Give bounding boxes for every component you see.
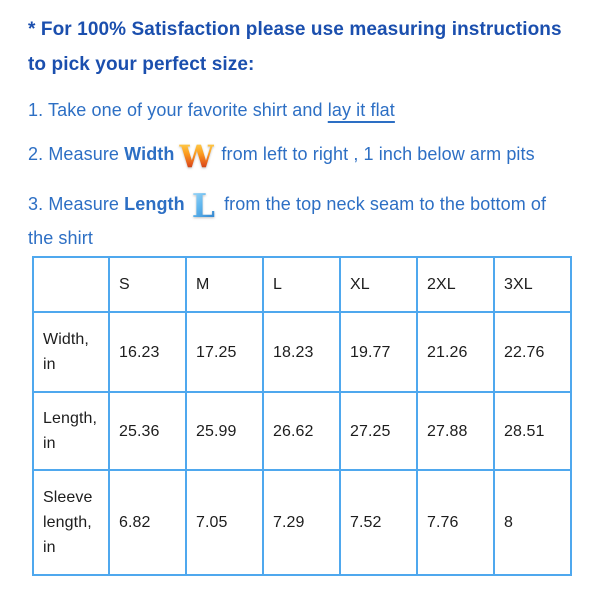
measuring-instructions-section — [28, 12, 582, 576]
width-value-l: 18.23 — [263, 312, 340, 392]
column-header-2xl: 2XL — [417, 257, 494, 312]
size-chart-table — [32, 256, 572, 576]
step-3-keyword-length: Length — [124, 194, 185, 214]
length-value-xl: 27.25 — [340, 392, 417, 470]
sleeve-value-s: 6.82 — [109, 470, 186, 575]
length-letter-icon: L — [191, 186, 216, 225]
step-2-keyword-width: Width — [124, 144, 175, 164]
sleeve-value-3xl: 8 — [494, 470, 571, 575]
step-3-suffix-line-1: from the top neck seam to the bottom of — [224, 194, 547, 214]
size-chart-row-width — [33, 312, 571, 392]
step-2-suffix: from left to right , 1 inch below arm pits — [221, 144, 535, 164]
column-header-3xl: 3XL — [494, 257, 571, 312]
length-value-l: 26.62 — [263, 392, 340, 470]
instruction-step-1 — [28, 99, 582, 121]
sleeve-value-xl: 7.52 — [340, 470, 417, 575]
step-2-prefix: 2. Measure — [28, 144, 125, 164]
width-value-2xl: 21.26 — [417, 312, 494, 392]
column-header-xl: XL — [340, 257, 417, 312]
width-value-3xl: 22.76 — [494, 312, 571, 392]
width-value-xl: 19.77 — [340, 312, 417, 392]
width-value-m: 17.25 — [186, 312, 263, 392]
sleeve-value-m: 7.05 — [186, 470, 263, 575]
length-value-3xl: 28.51 — [494, 392, 571, 470]
heading-line-1: * For 100% Satisfaction please use measuring instructions — [28, 19, 562, 40]
step-3-suffix-line-2: the shirt — [28, 228, 93, 248]
lay-it-flat-underlined-text: lay it flat — [327, 100, 395, 120]
width-value-s: 16.23 — [109, 312, 186, 392]
size-chart-row-length — [33, 392, 571, 470]
column-header-s: S — [109, 257, 186, 312]
instruction-step-2 — [28, 139, 582, 175]
step-3-prefix: 3. Measure — [28, 194, 125, 214]
width-letter-icon: W — [179, 139, 215, 175]
column-header-m: M — [186, 257, 263, 312]
length-value-s: 25.36 — [109, 392, 186, 470]
heading-line-2: to pick your perfect size: — [28, 54, 255, 75]
instruction-step-3 — [28, 186, 582, 249]
length-value-2xl: 27.88 — [417, 392, 494, 470]
length-value-m: 25.99 — [186, 392, 263, 470]
row-label-sleeve: Sleeve length, in — [33, 470, 109, 575]
size-chart-row-sleeve — [33, 470, 571, 575]
row-label-length: Length, in — [33, 392, 109, 470]
step-1-text: 1. Take one of your favorite shirt and — [28, 100, 328, 120]
row-label-width: Width, in — [33, 312, 109, 392]
column-header-l: L — [263, 257, 340, 312]
sleeve-value-l: 7.29 — [263, 470, 340, 575]
corner-cell — [33, 257, 109, 312]
sleeve-value-2xl: 7.76 — [417, 470, 494, 575]
satisfaction-heading — [28, 12, 582, 82]
size-chart-header-row — [33, 257, 571, 312]
